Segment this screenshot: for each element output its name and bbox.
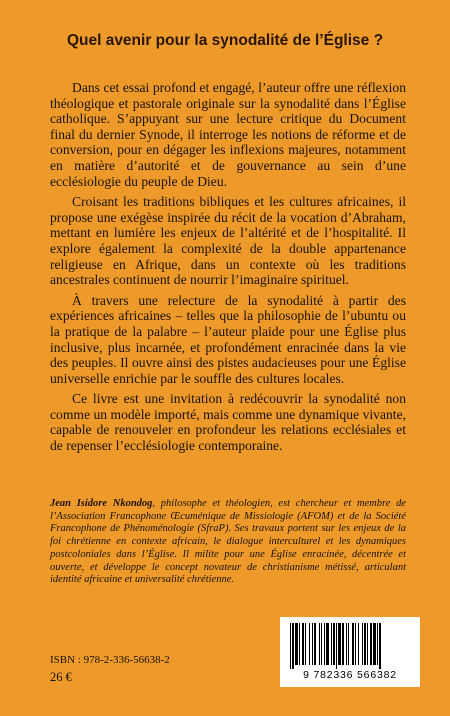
barcode-bar <box>321 623 322 665</box>
barcode-bar <box>331 623 332 665</box>
back-cover-title: Quel avenir pour la synodalité de l’Église ? <box>66 32 384 49</box>
barcode-bar <box>312 623 313 665</box>
barcode-bar <box>373 623 376 665</box>
barcode-number: 9 782336 566382 <box>303 669 397 681</box>
barcode-bar <box>364 623 366 665</box>
barcode-bar <box>309 623 310 665</box>
barcode-bar <box>290 623 291 669</box>
barcode-bar <box>295 623 298 665</box>
barcode-bar <box>379 623 381 669</box>
barcode-bar <box>358 623 359 665</box>
blurb-paragraph-1: Dans cet essai profond et engagé, l’auteur offre une réflexion théologique et pastorale originale sur la synodalité dans l’Église catholique. S’appuyant sur une lecture critique du Document final du dernier Synode, il interroge les notions de réforme et de conversion, pour en dégager les inflexions majeures, notamment en matière d’autorité et de gouvernance au sein d’une ecclésiologie du peuple de Dieu. <box>50 80 406 189</box>
barcode-bar <box>342 623 344 665</box>
blurb-paragraph-4: Ce livre est une invitation à redécouvrir la synodalité non comme un modèle importé, mais comme une dynamique vivante, capable de renouveler en profondeur les relations ecclésiales et de repenser l’ecclésiologie contemporaine. <box>50 391 406 454</box>
barcode-bar <box>352 623 354 665</box>
barcode-bar <box>326 623 329 665</box>
barcode-bar <box>362 623 363 665</box>
barcode-bar <box>346 623 347 665</box>
barcode-bar <box>333 623 335 665</box>
barcode-bar <box>302 623 304 665</box>
price: 26 € <box>50 670 72 684</box>
barcode-bar <box>367 623 368 665</box>
blurb-paragraph-2: Croisant les traditions bibliques et les cultures africaines, il propose une exégèse inspirée du récit de la vocation d’Abraham, mettant en lumière les enjeux de l’altérité et de l’hospitalité. Il explore également la complexité de la double appartenance religieuse en Afrique, dans un contexte où les traditions ancestrales continuent de nourrir l’imaginaire spirituel. <box>50 194 406 288</box>
barcode-bar <box>370 623 372 665</box>
barcode-bar <box>348 623 349 665</box>
blurb-paragraph-3: À travers une relecture de la synodalité à partir des expériences africaines – telles que la philosophie de l’ubuntu ou la pratique de la palabre – l’auteur plaide pour une Église plus inclusive, plus incarnée, et profondément enracinée dans la vie des peuples. Il ouvre ainsi des pistes audacieuses pour une Église universelle enrichie par le souffle des cultures locales. <box>50 292 406 386</box>
barcode-bar <box>292 623 294 669</box>
author-bio <box>50 498 406 587</box>
author-bio-text: , philosophe et théologien, est chercheur et membre de l’Association Francophone Œcuménique de Missiologie (AFOM) et de la Société Francophone de Phénoménologie (SfraP). Ses travaux portent sur les enjeux de la foi chrétienne en contexte africain, le dialogue interculturel et les dynamiques postcoloniales dans l’Église. Il milite pour une Église enracinée, décentrée et ouverte, et développe le concept novateur de christianisme métissé, articulant identité africaine et universalité chrétienne. <box>50 498 406 586</box>
isbn: ISBN : 978-2-336-56638-2 <box>50 654 170 666</box>
barcode-bar <box>377 623 378 665</box>
barcode-bar <box>299 623 300 665</box>
blurb <box>50 80 406 459</box>
barcode-bars <box>288 623 412 669</box>
barcode-bar <box>319 623 320 665</box>
barcode-bar <box>338 623 341 665</box>
barcode-bar <box>324 623 325 665</box>
barcode-bar <box>355 623 356 665</box>
barcode <box>280 617 420 687</box>
barcode-bar <box>336 623 337 669</box>
barcode-bar <box>314 623 316 665</box>
barcode-bar <box>305 623 306 665</box>
author-name: Jean Isidore Nkondog <box>50 498 153 509</box>
